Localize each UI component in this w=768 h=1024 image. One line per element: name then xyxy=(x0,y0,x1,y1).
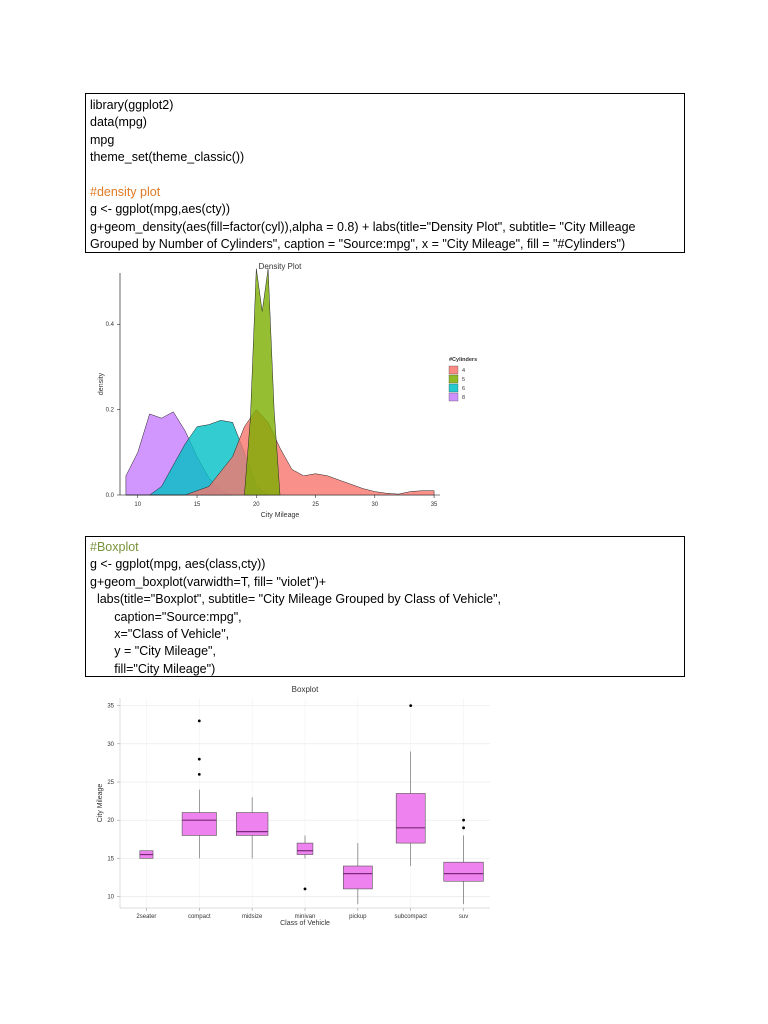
x-axis-label: Class of Vehicle xyxy=(280,920,330,925)
legend-swatch xyxy=(449,384,458,392)
code-line: library(ggplot2) xyxy=(90,98,174,112)
legend-label: 8 xyxy=(462,395,466,401)
density-area-cyl-5 xyxy=(244,269,280,495)
code-line: Grouped by Number of Cylinders", caption = "Source:mpg", x = "City Mileage", fill = "#Cylinders") xyxy=(90,237,626,252)
y-tick-label: 0.0 xyxy=(105,493,114,499)
code-line: theme_set(theme_classic()) xyxy=(90,150,245,165)
boxplot-chart xyxy=(85,680,505,925)
x-tick-label: subcompact xyxy=(394,914,427,920)
code-line: g+geom_boxplot(varwidth=T, fill= "violet")+ xyxy=(90,574,327,589)
code-line: data(mpg) xyxy=(90,115,147,130)
code-line: y = "City Mileage", xyxy=(90,644,216,659)
x-tick-label: compact xyxy=(187,914,211,920)
code-text xyxy=(90,97,684,254)
y-tick-label: 15 xyxy=(107,856,114,863)
x-axis-label: City Mileage xyxy=(260,512,300,519)
y-tick-label: 0.4 xyxy=(105,322,114,329)
x-tick-label: 20 xyxy=(252,502,260,508)
code-line xyxy=(90,167,684,184)
y-tick-label: 30 xyxy=(107,741,114,748)
box-subcompact xyxy=(396,793,425,843)
y-tick-label: 35 xyxy=(107,703,114,710)
y-tick-label: 0.2 xyxy=(105,407,114,414)
legend-label: 5 xyxy=(462,377,466,383)
code-line: g <- ggplot(mpg, aes(class,cty)) xyxy=(90,557,266,572)
code-line: mpg xyxy=(90,132,115,147)
x-tick-label: suv xyxy=(458,914,469,920)
code-comment-line: #Boxplot xyxy=(90,540,139,554)
x-tick-label: 25 xyxy=(312,502,319,508)
x-tick-label: minivan xyxy=(294,914,316,920)
box-minivan xyxy=(297,843,313,854)
y-tick-label: 25 xyxy=(107,780,114,786)
code-block-density xyxy=(85,93,685,253)
y-tick-label: 10 xyxy=(107,894,114,901)
outlier-point xyxy=(462,819,465,822)
code-line: fill="City Mileage") xyxy=(90,661,216,676)
x-tick-label: 15 xyxy=(193,502,201,508)
y-tick-label: 20 xyxy=(107,818,114,825)
code-line: caption="Source:mpg", xyxy=(90,609,242,624)
y-axis-label: density xyxy=(98,372,105,396)
outlier-point xyxy=(198,720,201,723)
outlier-point xyxy=(198,773,201,776)
x-tick-label: pickup xyxy=(349,914,367,920)
code-block-boxplot xyxy=(85,536,685,677)
legend-label: 6 xyxy=(462,386,466,392)
chart-title: Boxplot xyxy=(291,685,319,694)
x-tick-label: midsize xyxy=(241,914,263,920)
legend-label: 4 xyxy=(462,368,466,374)
legend-swatch xyxy=(449,393,458,401)
outlier-point xyxy=(409,704,412,707)
x-tick-label: 10 xyxy=(134,502,142,508)
y-axis-label: City Mileage xyxy=(97,783,104,823)
chart-title: Density Plot xyxy=(258,262,302,271)
legend-title: #Cylinders xyxy=(449,357,478,363)
code-line: g <- ggplot(mpg,aes(cty)) xyxy=(90,202,230,217)
x-tick-label: 35 xyxy=(430,502,438,508)
box-suv xyxy=(444,862,484,881)
legend-swatch xyxy=(449,366,458,374)
code-line: g+geom_density(aes(fill=factor(cyl)),alpha = 0.8) + labs(title="Density Plot", subtitle= "City Milleage xyxy=(90,219,636,234)
legend-swatch xyxy=(449,375,458,383)
code-text xyxy=(90,539,684,678)
x-tick-label: 2seater xyxy=(136,914,157,920)
density-plot-chart xyxy=(85,255,505,530)
code-comment-line: #density plot xyxy=(90,184,161,199)
code-line: labs(title="Boxplot", subtitle= "City Mileage Grouped by Class of Vehicle", xyxy=(90,592,502,607)
box-pickup xyxy=(343,866,372,889)
outlier-point xyxy=(462,826,465,829)
outlier-point xyxy=(198,758,201,761)
code-line: x="Class of Vehicle", xyxy=(90,626,230,641)
box-compact xyxy=(182,813,216,836)
x-tick-label: 30 xyxy=(371,502,379,508)
outlier-point xyxy=(304,888,307,891)
